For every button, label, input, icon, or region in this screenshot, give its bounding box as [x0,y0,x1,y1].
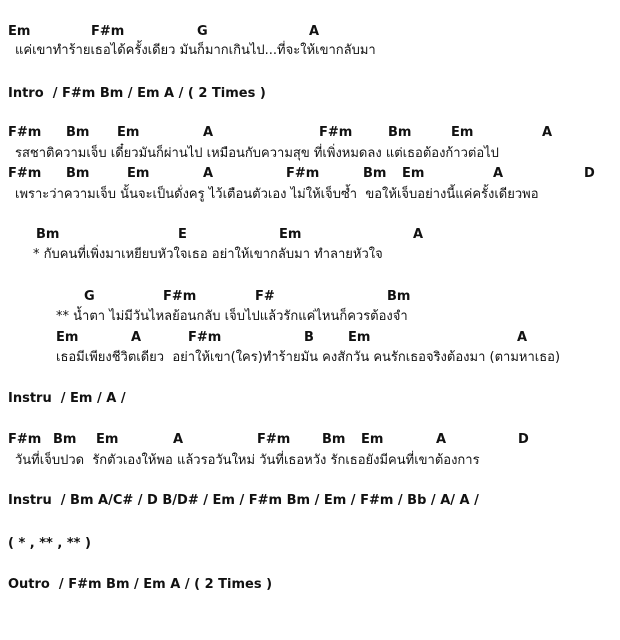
chord: Bm [322,432,346,447]
pre-chorus-chord-line [0,227,620,247]
chord: A [493,166,504,181]
chord: A [517,330,528,345]
chord: Em [127,166,150,181]
chord: B [304,330,314,345]
chorus-chord-line-1 [0,289,620,309]
chord: A [203,125,214,140]
chorus-lyric-2: เธอมีเพียงชีวิตเดียว อย่าให้เขา(ใคร)ทำร้ายมัน คงสักวัน คนรักเธอจริงต้องมา (ตามหาเธอ) [56,350,561,365]
bridge-chord-line [0,432,620,452]
chord: Em [451,125,474,140]
instru-line-2: Instru / Bm A/C# / D B/D# / Em / F#m Bm / Em / F#m / Bb / A/ A / [8,493,479,508]
chord: F#m [188,330,222,345]
verse-a-lyric: แค่เขาทำร้ายเธอได้ครั้งเดียว มันก็มากเกินไป...ที่จะให้เขากลับมา [15,43,376,58]
chord: F#m [91,24,125,39]
verse-b-lyric-2: เพราะว่าความเจ็บ นั้นจะเป็นดั่งครู ไว้เตือนตัวเอง ไม่ให้เจ็บซ้ำ ขอให้เจ็บอย่างนี้แค่ครั้งเดียวพอ [15,187,539,202]
chord: F# [255,289,275,304]
verse-b-chord-line-1 [0,125,620,145]
chorus-lyric-1: ** น้ำตา ไม่มีวันไหลย้อนกลับ เจ็บไปแล้วรักแค่ไหนก็ควรต้องจำ [56,309,408,324]
bridge-lyric: วันที่เจ็บปวด รักตัวเองให้พอ แล้วรอวันใหม่ วันที่เธอหวัง รักเธอยังมีคนที่เขาต้องการ [15,453,480,468]
chord: Bm [363,166,387,181]
chord: Em [56,330,79,345]
chord: D [518,432,529,447]
chord: A [542,125,553,140]
chord: F#m [8,125,42,140]
chord: A [131,330,142,345]
chorus-chord-line-2 [0,330,620,350]
chord: Em [8,24,31,39]
chord: Bm [388,125,412,140]
chord: Bm [387,289,411,304]
chord: Em [402,166,425,181]
chord: A [309,24,320,39]
chord: Bm [36,227,60,242]
chord: G [197,24,208,39]
chord: F#m [163,289,197,304]
chord: D [584,166,595,181]
chord: Bm [66,125,90,140]
chord: F#m [286,166,320,181]
verse-b-chord-line-2 [0,166,620,186]
chord: Em [117,125,140,140]
chord: Bm [53,432,77,447]
chord: A [203,166,214,181]
repeat-line: ( * , ** , ** ) [8,536,91,551]
chord: Bm [66,166,90,181]
chord: F#m [8,166,42,181]
chord: Em [279,227,302,242]
chord: A [413,227,424,242]
chord: A [173,432,184,447]
chord: F#m [319,125,353,140]
chord: F#m [257,432,291,447]
chord: E [178,227,187,242]
chord: Em [348,330,371,345]
verse-a-chord-line [0,24,620,44]
pre-chorus-lyric: * กับคนที่เพิ่งมาเหยียบหัวใจเธอ อย่าให้เขากลับมา ทำลายหัวใจ [33,247,383,262]
chord: A [436,432,447,447]
verse-b-lyric-1: รสชาติความเจ็บ เดี๋ยวมันก็ผ่านไป เหมือนกับความสุข ที่เพิ่งหมดลง แต่เธอต้องก้าวต่อไป [15,146,499,161]
chord: Em [96,432,119,447]
chord: Em [361,432,384,447]
outro-line: Outro / F#m Bm / Em A / ( 2 Times ) [8,577,273,592]
chord: G [84,289,95,304]
intro-line: Intro / F#m Bm / Em A / ( 2 Times ) [8,86,266,101]
chord: F#m [8,432,42,447]
instru-line-1: Instru / Em / A / [8,391,126,406]
